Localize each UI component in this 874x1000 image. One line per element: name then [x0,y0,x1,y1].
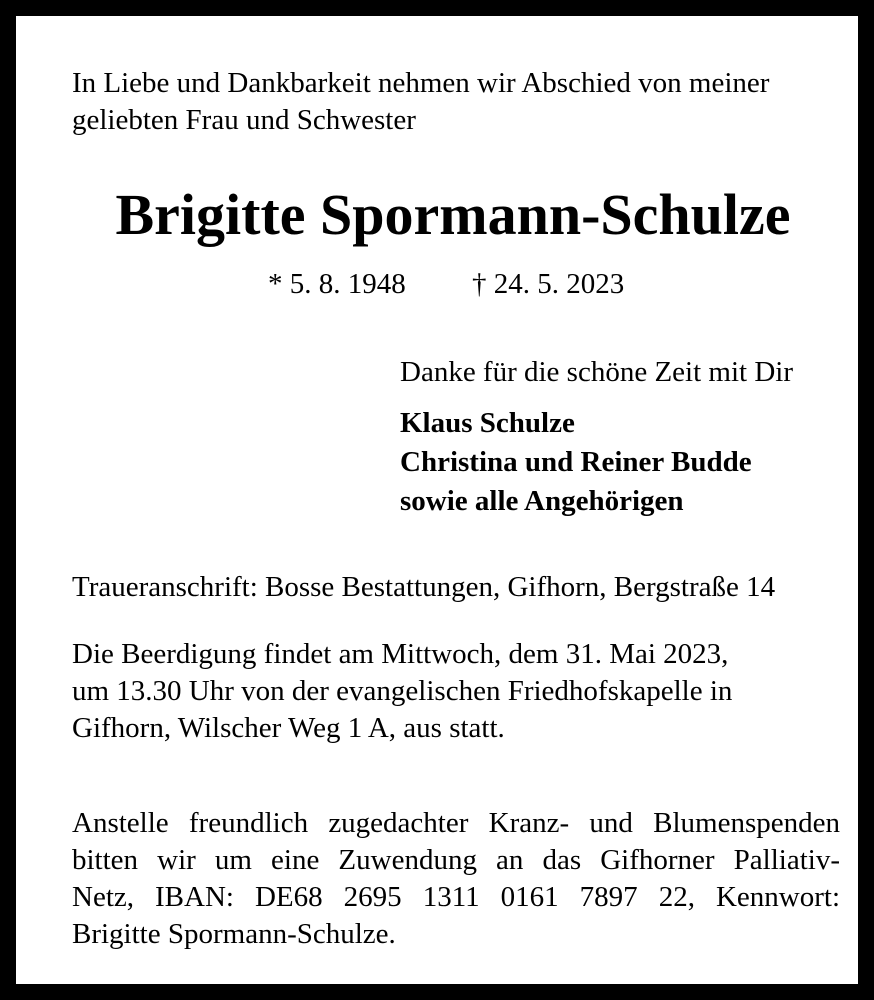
donation-line-1: Anstelle freundlich zugedachter Kranz- und Blumenspenden [72,807,840,839]
birth-date: * 5. 8. 1948 [268,268,406,300]
funeral-line-2: um 13.30 Uhr von der evangelischen Friedhofskapelle in [72,675,733,707]
funeral-line-3: Gifhorn, Wilscher Weg 1 A, aus statt. [72,712,505,744]
deceased-name: Brigitte Spormann-Schulze [115,182,791,247]
intro-line-2: geliebten Frau und Schwester [72,104,416,136]
mourners-list [400,404,752,521]
intro-text [72,65,769,139]
funeral-notice [72,636,732,747]
mourner-name: Christina und Reiner Budde [400,446,752,478]
donation-line-3: Netz, IBAN: DE68 2695 1311 0161 7897 22, Kennwort: [72,881,840,913]
mourner-name: Klaus Schulze [400,407,575,439]
mourning-address: Traueranschrift: Bosse Bestattungen, Gifhorn, Bergstraße 14 [72,571,776,603]
intro-line-1: In Liebe und Dankbarkeit nehmen wir Abschied von meiner [72,67,770,99]
thanks-line: Danke für die schöne Zeit mit Dir [400,356,793,388]
donation-line-4: Brigitte Spormann-Schulze. [72,918,396,950]
funeral-line-1: Die Beerdigung findet am Mittwoch, dem 31. Mai 2023, [72,638,729,670]
donation-line-2: bitten wir um eine Zuwendung an das Gifhorner Palliativ- [72,844,840,876]
mourner-name: sowie alle Angehörigen [400,485,684,517]
death-date: † 24. 5. 2023 [472,268,625,300]
donation-notice [72,805,840,953]
